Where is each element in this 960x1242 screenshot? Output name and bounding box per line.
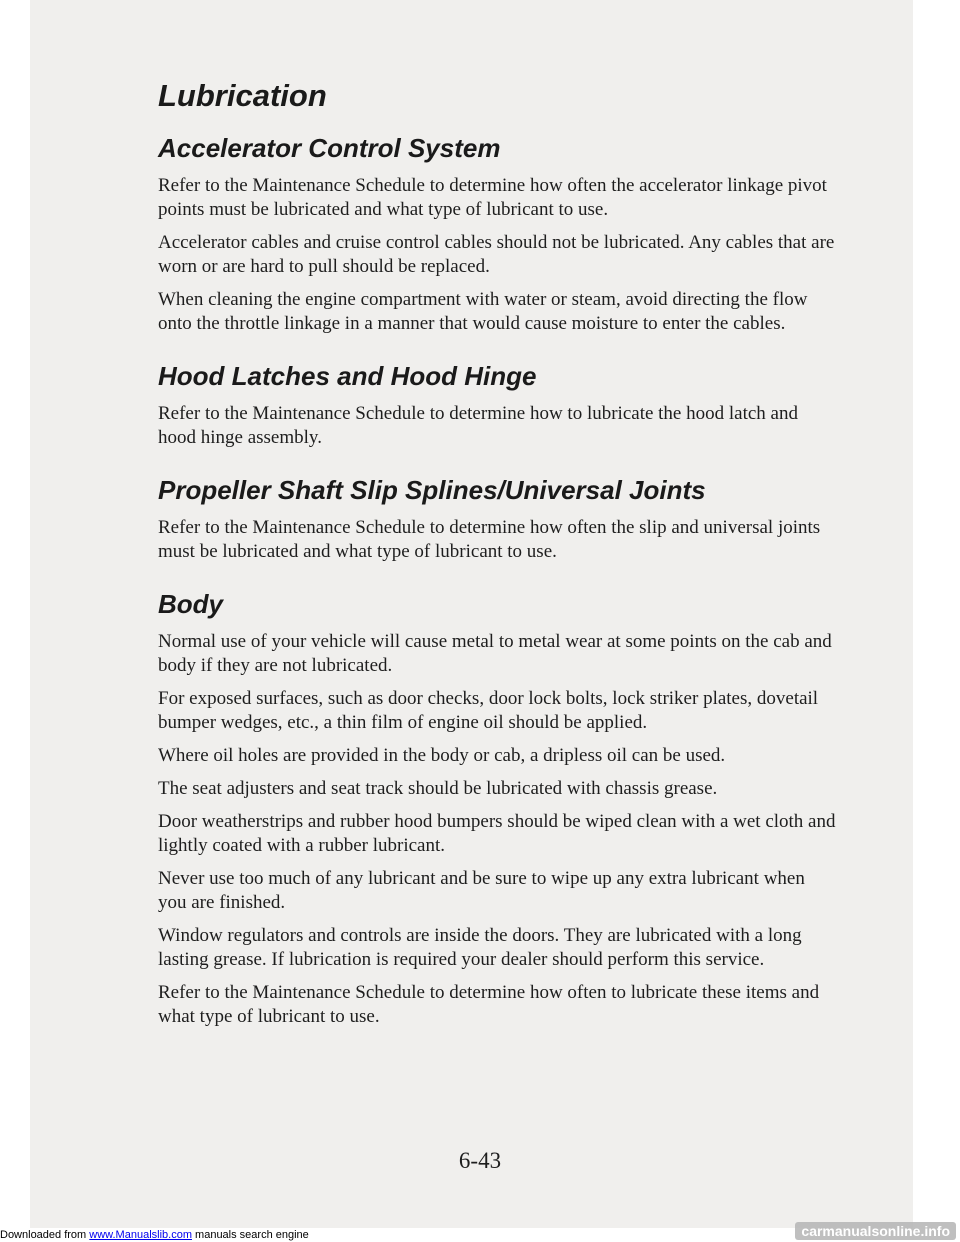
section-heading: Propeller Shaft Slip Splines/Universal Joints (158, 475, 706, 505)
paragraph: Refer to the Maintenance Schedule to determine how to lubricate the hood latch and hood hinge assembly. (158, 403, 798, 448)
paragraph: Refer to the Maintenance Schedule to determine how often the accelerator linkage pivot points must be lubricated and what type of lubricant to use. (158, 175, 827, 220)
paragraph: The seat adjusters and seat track should be lubricated with chassis grease. (158, 778, 718, 799)
footer-prefix: Downloaded from (0, 1229, 90, 1241)
paragraph: Where oil holes are provided in the body or cab, a dripless oil can be used. (158, 745, 726, 766)
section-accelerator-control (158, 132, 838, 336)
paragraph: For exposed surfaces, such as door checks, door lock bolts, lock striker plates, dovetail bumper wedges, etc., a thin film of engine oil should be applied. (158, 688, 819, 733)
page-content (158, 78, 838, 1053)
section-hood-latches (158, 360, 838, 450)
section-heading: Body (158, 589, 223, 619)
paragraph: Accelerator cables and cruise control cables should not be lubricated. Any cables that are worn or are hard to pull should be replaced. (158, 232, 835, 277)
paragraph: Window regulators and controls are inside the doors. They are lubricated with a long lasting grease. If lubrication is required your dealer should perform this service. (158, 925, 802, 970)
download-footer (0, 1228, 309, 1242)
page-title: Lubrication (158, 78, 327, 113)
manualslib-link[interactable]: www.Manualslib.com (89, 1229, 192, 1241)
paragraph: Refer to the Maintenance Schedule to determine how often the slip and universal joints must be lubricated and what type of lubricant to use. (158, 517, 821, 562)
paragraph: Refer to the Maintenance Schedule to determine how often to lubricate these items and what type of lubricant to use. (158, 982, 820, 1027)
paragraph: When cleaning the engine compartment with water or steam, avoid directing the flow onto the throttle linkage in a manner that would cause moisture to enter the cables. (158, 289, 808, 334)
section-body (158, 588, 838, 1029)
page-number: 6-43 (458, 1148, 502, 1173)
section-heading: Hood Latches and Hood Hinge (158, 361, 537, 391)
watermark-logo: carmanualsonline.info (795, 1222, 956, 1240)
footer-suffix: manuals search engine (191, 1229, 309, 1241)
section-propeller-shaft (158, 474, 838, 564)
paragraph: Normal use of your vehicle will cause metal to metal wear at some points on the cab and body if they are not lubricated. (158, 631, 832, 676)
paragraph: Door weatherstrips and rubber hood bumpers should be wiped clean with a wet cloth and lightly coated with a rubber lubricant. (158, 811, 836, 856)
paragraph: Never use too much of any lubricant and be sure to wipe up any extra lubricant when you are finished. (158, 868, 805, 913)
section-heading: Accelerator Control System (158, 133, 501, 163)
